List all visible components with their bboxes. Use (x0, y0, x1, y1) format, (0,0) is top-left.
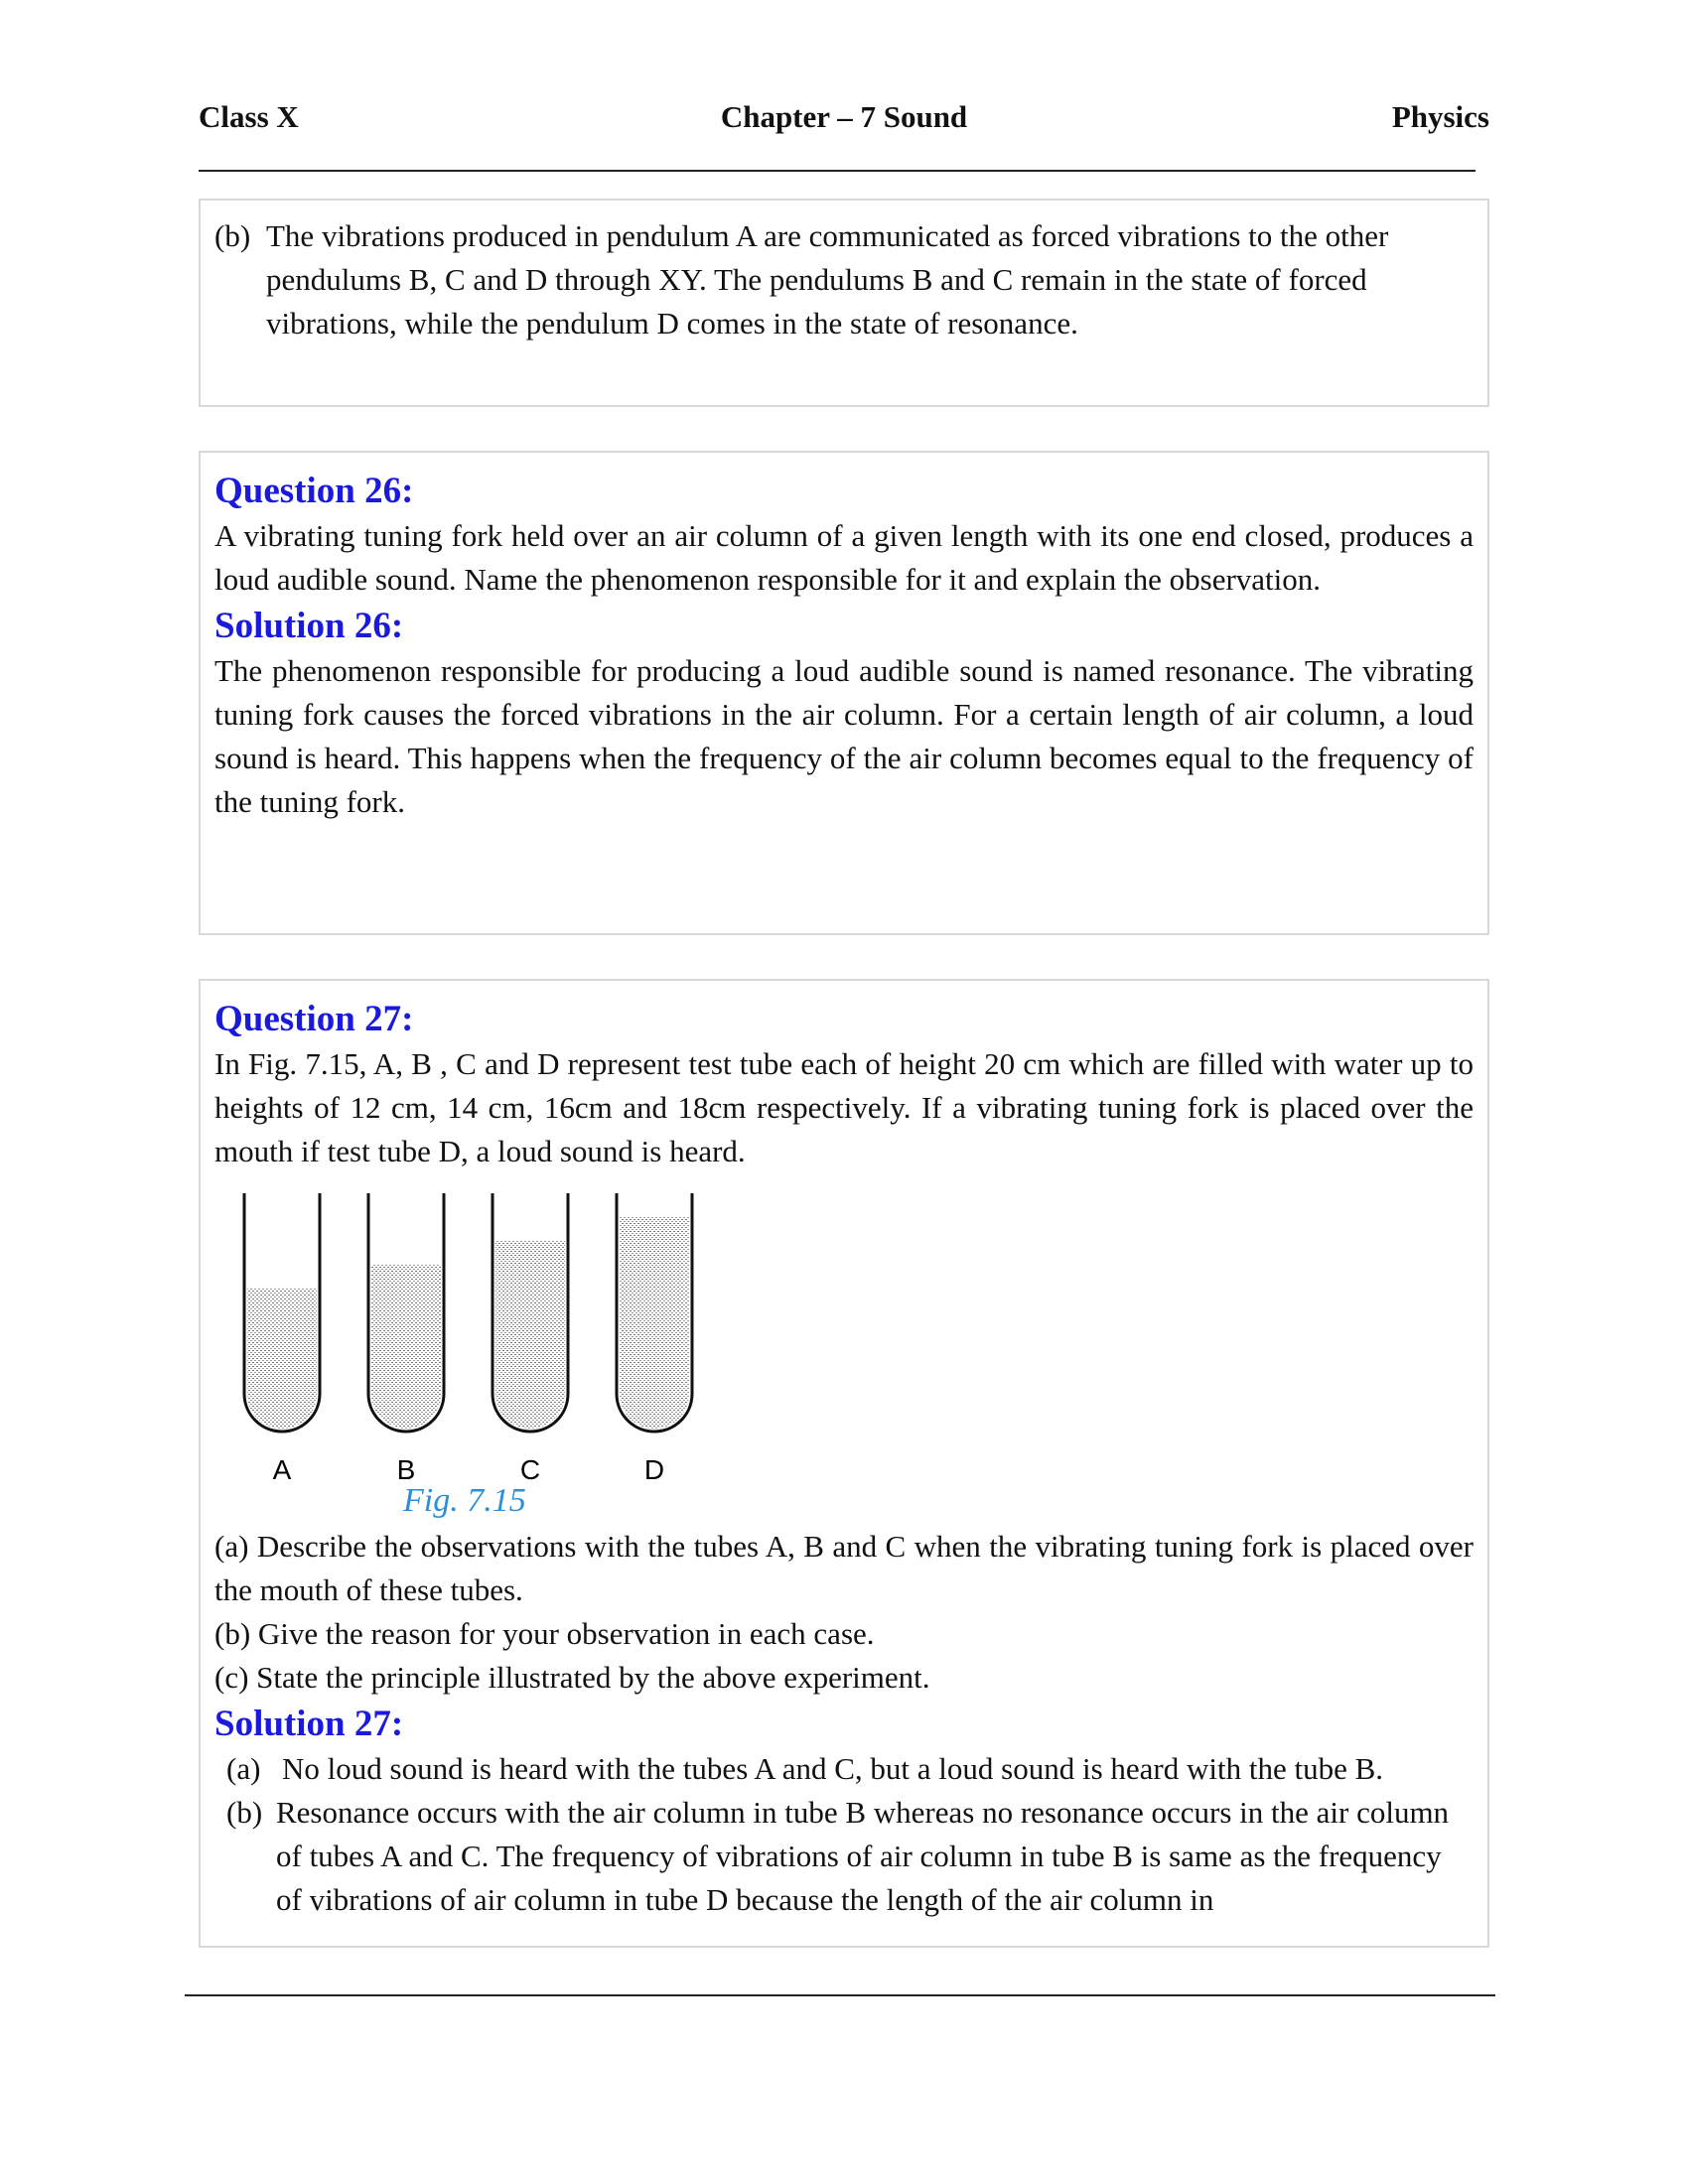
figure-7-15 (224, 1183, 741, 1521)
solution-text: No loud sound is heard with the tubes A and C, but a loud sound is heard with the tube B. (282, 1751, 1384, 1786)
water-level-A (247, 1289, 317, 1429)
figure-caption: Fig. 7.15 (403, 1482, 526, 1519)
header-class: Class X (199, 99, 299, 134)
answer-part-b (214, 214, 1474, 345)
question-27-part-a: (a) Describe the observations with the tubes A, B and C when the vibrating tuning fork is placed over the mouth of these tubes. (214, 1529, 1474, 1607)
part-label: (b) (214, 218, 251, 253)
question-27-box (199, 979, 1489, 1948)
question-26-title: Question 26: (214, 471, 414, 511)
solution-27-part-a (214, 1747, 1474, 1791)
part-text: The vibrations produced in pendulum A are communicated as forced vibrations to the other pendulums B, C and D through XY. The pendulums B and C remain in the state of forced vibrations, while the pendulum D comes in the state of resonance. (266, 218, 1389, 341)
page-header (199, 99, 1489, 143)
solution-27-part-b (214, 1791, 1474, 1922)
tube-label-A: A (272, 1454, 292, 1485)
water-level-C (495, 1241, 565, 1429)
header-chapter: Chapter – 7 Sound (720, 99, 968, 134)
solution-27-title: Solution 27: (214, 1704, 404, 1744)
solution-label: (a) (226, 1751, 261, 1786)
question-26-box (199, 451, 1489, 935)
tube-label-B: B (396, 1454, 416, 1485)
solution-26-text: The phenomenon responsible for producing a loud audible sound is named resonance. The vibrating tuning fork causes the forced vibrations in the air column. For a certain length of air column, a loud sound is heard. This happens when the frequency of the air column becomes equal to the frequency of the tuning fork. (214, 653, 1474, 819)
water-level-B (371, 1265, 441, 1429)
question-27-text: In Fig. 7.15, A, B , C and D represent test tube each of height 20 cm which are filled with water up to heights of 12 cm, 14 cm, 16cm and 18cm respectively. If a vibrating tuning fork is placed over the mouth if test tube D, a loud sound is heard. (214, 1046, 1474, 1168)
question-27-part-c: (c) State the principle illustrated by the above experiment. (214, 1660, 930, 1695)
solution-label: (b) (226, 1795, 263, 1830)
header-subject: Physics (1391, 99, 1489, 134)
tube-label-D: D (643, 1454, 665, 1485)
water-level-D (620, 1217, 689, 1429)
answer-box-continued (199, 199, 1489, 407)
question-26-text: A vibrating tuning fork held over an air column of a given length with its one end closed, produces a loud audible sound. Name the phenomenon responsible for it and explain the observation. (214, 518, 1474, 597)
question-27-parts (214, 1525, 1474, 1700)
question-27-title: Question 27: (214, 999, 414, 1039)
solution-text: Resonance occurs with the air column in tube B whereas no resonance occurs in the air column of tubes A and C. The frequency of vibrations of air column in tube B is same as the frequency of vibrations of air column in tube D because the length of the air column in (276, 1795, 1450, 1917)
footer-rule (185, 1994, 1495, 1996)
header-rule (199, 170, 1476, 172)
solution-26-title: Solution 26: (214, 606, 404, 646)
question-27-part-b: (b) Give the reason for your observation in each case. (214, 1616, 875, 1651)
tube-label-C: C (519, 1454, 541, 1485)
